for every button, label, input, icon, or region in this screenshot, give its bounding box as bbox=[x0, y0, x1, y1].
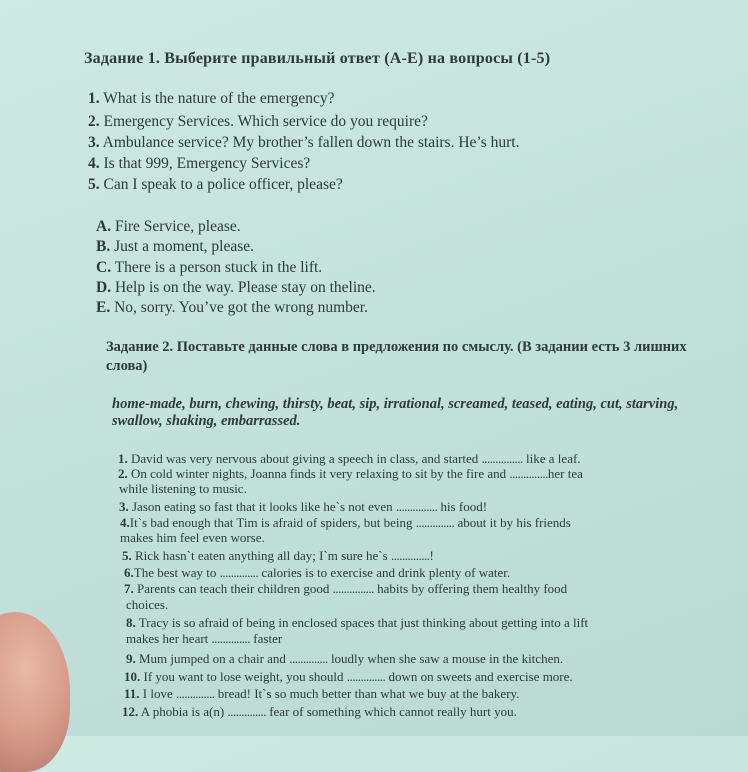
question-text: Ambulance service? My brother’s fallen down the stairs. He’s hurt. bbox=[102, 134, 520, 151]
sentence-text: I love bbox=[142, 686, 173, 701]
sentence-8-cont bbox=[126, 632, 282, 646]
question-number: 5. bbox=[88, 176, 100, 193]
sentence-text-end: about it by his friends bbox=[457, 515, 571, 530]
sentence-text-end: bread! It`s so much better than what we buy at the bakery. bbox=[217, 686, 520, 701]
sentence-text: makes her heart bbox=[126, 631, 209, 646]
blank: .............. bbox=[346, 669, 386, 684]
question-number: 3. bbox=[88, 134, 100, 151]
sentence-2 bbox=[118, 467, 583, 481]
sentence-4-cont bbox=[120, 531, 265, 545]
question-number: 2. bbox=[88, 113, 100, 130]
sentence-7 bbox=[124, 582, 567, 596]
sentence-text-end: fear of something which cannot really hurt you. bbox=[269, 704, 517, 719]
question-4 bbox=[88, 155, 310, 173]
sentence-number: 12. bbox=[122, 704, 139, 719]
answer-a bbox=[96, 218, 241, 236]
sentence-number: 10. bbox=[124, 669, 141, 684]
sentence-number: 7. bbox=[124, 581, 134, 596]
sentence-number: 5. bbox=[122, 548, 132, 563]
thumb-in-photo bbox=[0, 612, 70, 772]
question-1 bbox=[88, 90, 335, 108]
answer-letter: C. bbox=[96, 259, 112, 276]
sentence-7-cont bbox=[126, 598, 168, 612]
answer-text: Help is on the way. Please stay on theline. bbox=[114, 279, 376, 296]
sentence-3 bbox=[119, 500, 487, 514]
sentence-text: Tracy is so afraid of being in enclosed spaces that just thinking about getting into a lift bbox=[138, 615, 589, 630]
sentence-11 bbox=[124, 687, 519, 701]
sentence-text: choices. bbox=[126, 597, 169, 612]
sentence-text-end: faster bbox=[253, 631, 283, 646]
sentence-text-end: ! bbox=[429, 548, 434, 563]
sentence-number: 2. bbox=[118, 466, 128, 481]
sentence-text: It`s bad enough that Tim is afraid of spiders, but being bbox=[129, 515, 413, 530]
sentence-12 bbox=[122, 705, 517, 719]
answer-text: No, sorry. You’ve got the wrong number. bbox=[114, 299, 368, 316]
sentence-text: If you want to lose weight, you should bbox=[143, 669, 344, 684]
blank: ............... bbox=[481, 451, 523, 466]
sentence-text: Rick hasn`t eaten anything all day; I`m sure he`s bbox=[135, 548, 388, 563]
blank: .............. bbox=[390, 548, 430, 563]
sentence-number: 3. bbox=[119, 499, 129, 514]
task2-title: Задание 2. Поставьте данные слова в предложения по смыслу. (В задании есть 3 лишних слова) bbox=[106, 339, 687, 374]
sentence-text-end: habits by offering them healthy food bbox=[377, 581, 568, 596]
sentence-text-end: down on sweets and exercise more. bbox=[388, 669, 573, 684]
blank: .............. bbox=[176, 686, 215, 701]
question-text: What is the nature of the emergency? bbox=[103, 90, 335, 107]
sentence-text-end: her tea bbox=[547, 466, 583, 481]
answer-letter: A. bbox=[96, 218, 112, 235]
answer-text: Just a moment, please. bbox=[114, 238, 254, 255]
blank: .............. bbox=[227, 704, 266, 719]
sentence-text: Jason eating so fast that it looks like he`s not even bbox=[132, 499, 393, 514]
sentence-9 bbox=[126, 652, 563, 666]
sentence-text-end: calories is to exercise and drink plenty of water. bbox=[261, 565, 511, 580]
sentence-number: 1. bbox=[118, 451, 128, 466]
sentence-text: A phobia is a(n) bbox=[140, 704, 225, 719]
blank: .............. bbox=[509, 466, 548, 481]
question-text: Can I speak to a police officer, please? bbox=[103, 176, 343, 193]
blank: .............. bbox=[219, 565, 259, 580]
sentence-10 bbox=[124, 670, 573, 684]
sentence-text-end: loudly when she saw a mouse in the kitchen. bbox=[330, 651, 564, 666]
sentence-text: The best way to bbox=[133, 565, 217, 580]
question-number: 4. bbox=[88, 155, 100, 172]
sentence-text: makes him feel even worse. bbox=[120, 530, 265, 545]
answer-letter: D. bbox=[96, 279, 112, 296]
sentence-text: Parents can teach their children good bbox=[137, 581, 330, 596]
sentence-number: 9. bbox=[126, 651, 136, 666]
blank: .............. bbox=[289, 651, 328, 666]
question-2 bbox=[88, 113, 428, 131]
question-5 bbox=[88, 176, 343, 194]
question-3 bbox=[88, 134, 519, 152]
sentence-number: 8. bbox=[126, 615, 136, 630]
answer-text: Fire Service, please. bbox=[114, 218, 241, 235]
answer-b bbox=[96, 238, 254, 256]
sentence-text: David was very nervous about giving a speech in class, and started bbox=[131, 451, 479, 466]
task1-title: Задание 1. Выберите правильный ответ (A-E) на вопросы (1-5) bbox=[84, 50, 551, 67]
sentence-1 bbox=[118, 452, 581, 466]
answer-e bbox=[96, 299, 368, 317]
blank: ............... bbox=[332, 581, 374, 596]
sentence-text: On cold winter nights, Joanna finds it very relaxing to sit by the fire and bbox=[131, 466, 507, 481]
word-bank: home-made, burn, chewing, thirsty, beat, sip, irrational, screamed, teased, eating, cut, starving, swallow, shaking, embarrassed. bbox=[112, 396, 679, 429]
sentence-text-end: his food! bbox=[440, 499, 488, 514]
question-text: Emergency Services. Which service do you require? bbox=[103, 113, 428, 130]
sentence-8 bbox=[126, 616, 588, 630]
answer-letter: B. bbox=[96, 238, 111, 255]
blank: .............. bbox=[415, 515, 455, 530]
blank: .............. bbox=[211, 631, 251, 646]
answer-text: There is a person stuck in the lift. bbox=[114, 259, 323, 276]
sentence-2-cont bbox=[119, 482, 247, 496]
sentence-text-end: like a leaf. bbox=[526, 451, 581, 466]
sentence-text: Mum jumped on a chair and bbox=[139, 651, 286, 666]
sentence-text: while listening to music. bbox=[119, 481, 247, 496]
blank: ............... bbox=[395, 499, 438, 514]
sentence-number: 4. bbox=[120, 515, 130, 530]
question-text: Is that 999, Emergency Services? bbox=[103, 155, 311, 172]
sentence-number: 11. bbox=[124, 686, 140, 701]
question-number: 1. bbox=[88, 90, 100, 107]
sentence-6 bbox=[124, 566, 510, 580]
sentence-number: 6. bbox=[124, 565, 134, 580]
answer-c bbox=[96, 259, 322, 277]
sentence-4 bbox=[120, 516, 571, 530]
answer-d bbox=[96, 279, 376, 297]
sentence-5 bbox=[122, 549, 434, 563]
answer-letter: E. bbox=[96, 299, 111, 316]
